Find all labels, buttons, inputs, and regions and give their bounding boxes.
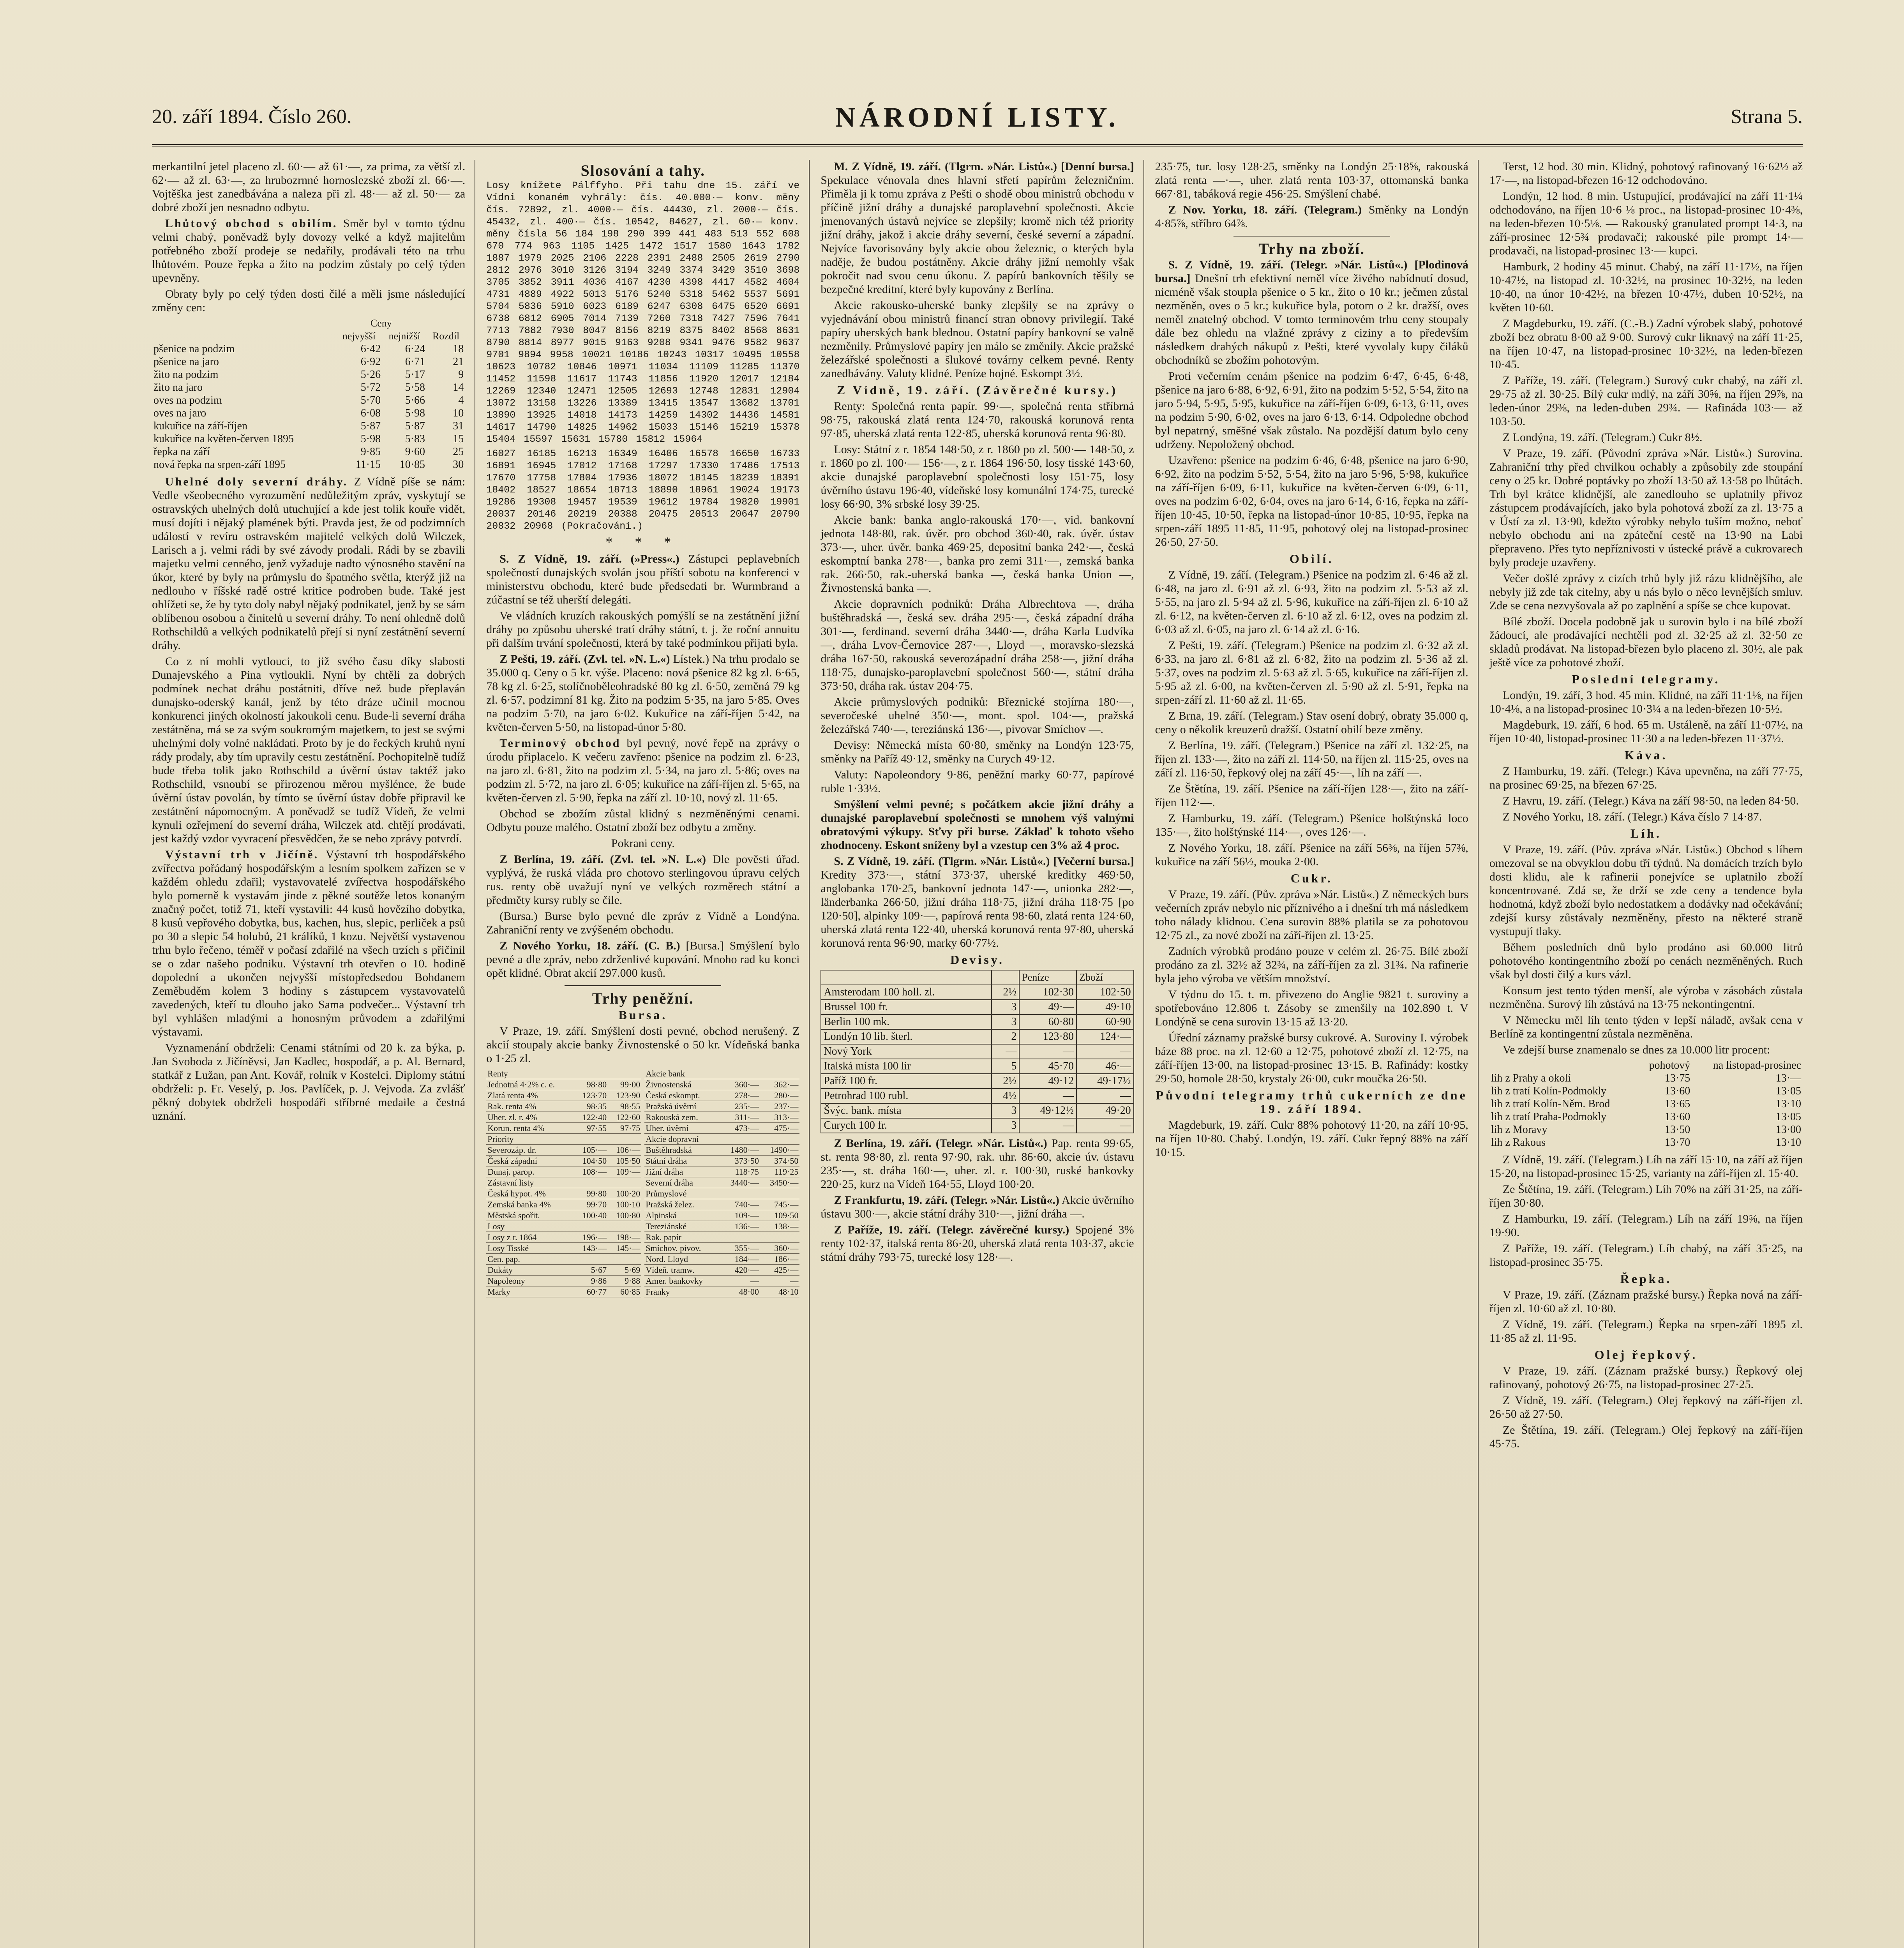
grain-hamburg-text: Z Hamburku, 19. září. (Telegram.) Pšenice holštýnská loco 135·—, žito holštýnské 114·—, oves 126·—. xyxy=(1155,812,1468,838)
paris-sugar-text: Z Paříže, 19. září. (Telegram.) Surový cukr chabý, na září zl. 29·75 až zl. 30·25. Bílý cukr mdlý, na září 30⅝, na říjen 29⅞, na leden-únor 29⅜, na leden-duben 29¾. — Rafináda 103·— až 103·50. xyxy=(1489,374,1803,428)
exhibition-paragraph xyxy=(152,848,465,1039)
table-row: Amsterodam 100 holl. zl. 2½ 102·30 102·50 xyxy=(821,985,1133,1000)
sugar-telegrams-heading: Původní telegramy trhů cukerních ze dne 19. září 1894. xyxy=(1156,1088,1468,1116)
table-row: Dukáty 5·67 5·69 xyxy=(486,1265,641,1276)
bourse-table-right xyxy=(644,1068,799,1297)
grain-futures-title: Lhůtový obchod s obilím. xyxy=(165,217,338,230)
frankfurt-paragraph: Z Frankfurtu, 19. září. (Telegr. »Nár. Listů«.) Akcie úvěrního ústavu 300·—, akcie státní dráhy 310·—, jižní dráha —. xyxy=(821,1194,1134,1220)
lottery-heading: Slosování a tahy. xyxy=(581,162,706,179)
ny-exchange-paragraph: Z Nov. Yorku, 18. září. (Telegram.) Směnky na Londýn 4·85⅞, stříbro 64⅞. xyxy=(1155,203,1468,230)
table-row: Rak. renta 4% 98·35 98·55 xyxy=(486,1101,641,1112)
table-row: Zemská banka 4% 99·70 100·10 xyxy=(486,1199,641,1210)
newspaper-title: NÁRODNÍ LISTY. xyxy=(835,102,1120,133)
table-row: Česká eskompt. 278·— 280·— xyxy=(644,1090,799,1101)
rapeseed-oil-heading: Olej řepkový. xyxy=(1594,1348,1698,1362)
rapeseed-vienna-text: Z Vídně, 19. září. (Telegram.) Řepka na srpen-září 1895 zl. 11·85 až zl. 11·95. xyxy=(1489,1318,1803,1345)
vienna-produce-text-2: Proti večerním cenám pšenice na podzim 6·47, 6·45, 6·48, pšenice na jaro 6·88, 6·92, 6·91, žito na podzim 5·52, 5·54, žito na jaro 5·94, 5·95, 5·95, kukuřice na září-říjen 6·09, 6·13, 6·11, oves na podzim 5·90, 6·02, oves na jaro 6·13, 6·14. Odpoledne obchod byl nepatrný, směšné však zůstalo. Na pozdější datum bylo ceny udrženy. Nepoložený obchod. xyxy=(1155,370,1468,451)
vienna-press-title: S. Z Vídně, 19. září. (»Press«.) xyxy=(499,552,679,565)
bank-shares-text: Akcie bank: banka anglo-rakouská 170·—, vid. bankovní jednota 148·80, rak. úvěr. pro obchod 360·40, rak. úvěr. ústav 373·—, uher. úvěr. banka 469·25, depositní banka 242·—, česká eskomptní banka 278·—, banka pro zemi 311·—, zemská banka rak. 266·50, rak.-uherská banka —, česká banka Union —, Živnostenská banka —. xyxy=(821,513,1134,595)
table-row: pohotový na listopad-prosinec xyxy=(1649,1059,1802,1071)
table-row: Nový York — — — xyxy=(821,1044,1133,1059)
price-changes-table xyxy=(152,317,465,471)
table-row: žito na podzim 5·26 5·17 9 xyxy=(154,369,464,381)
oil-vienna-text: Z Vídně, 19. září. (Telegram.) Olej řepkový na září-říjen zl. 26·50 až 27·50. xyxy=(1489,1394,1803,1420)
clover-prices-text: merkantilní jetel placeno zl. 60·— až 61·—, za prima, za větší zl. 62·— až zl. 63·—, za hrubozrnné hornoslezské zboží zl. 66·—. Vojtěška jest zanedbávána a naleza při zl. 48·— až zl. 50·— za dobré zboží jen nesnadno odbytu. xyxy=(152,160,466,214)
bourse-subheading: Bursa. xyxy=(618,1008,668,1022)
table-row: Paříž 100 fr. 2½ 49·12 49·17½ xyxy=(821,1074,1133,1089)
page-header xyxy=(152,97,1803,146)
column-5 xyxy=(1489,160,1803,1948)
sugar-prague-text: V Praze, 19. září. (Pův. zpráva »Nár. Listů«.) Z německých burs večerních zpráv nebylo nic příznivého a i dnešní trh má následkem toho nálady klidnou. Cena surovin 88% platila se za pohotovou 12·75 zl., za nové zboží na září-říjen zl. 13·25. xyxy=(1155,888,1468,942)
grain-futures-paragraph xyxy=(152,217,465,285)
table-row: Amer. bankovky — — xyxy=(644,1276,799,1286)
devisen-text: Devisy: Německá místa 60·80, směnky na Londýn 123·75, směnky na Paříž 49·12, směnky na Curych 49·12. xyxy=(821,739,1134,765)
table-row: Napoleony 9·86 9·88 xyxy=(486,1276,641,1286)
table-row: Brussel 100 fr. 3 49·— 49·10 xyxy=(821,1000,1133,1015)
table-row: Franky 48·00 48·10 xyxy=(644,1286,799,1297)
table-row: Jednotná 4·2% c. e. 98·80 99·00 xyxy=(486,1079,641,1090)
table-row: Renty xyxy=(486,1068,641,1079)
table-row: Dunaj. parop. 108·— 109·— xyxy=(486,1166,641,1177)
bourse-text: (Bursa.) Burse bylo pevné dle zpráv z Vídně a Londýna. Zahraniční renty ve zvýšeném obchodu. xyxy=(486,910,800,936)
spirits-text-2: Během posledních dnů bylo prodáno asi 60.000 litrů pohotového kontingentního zboží po cenách nezměněných. Ruch však byl dosti čilý a kurs vázl. xyxy=(1489,941,1803,981)
berlin-bourse-title: Z Berlína, 19. září. (Telegr. »Nár. Listů«.) xyxy=(834,1137,1047,1150)
grain-brno-text: Z Brna, 19. září. (Telegram.) Stav osení dobrý, obraty 35.000 q, ceny o několik kreuzerů dražší. Ostatní obilí beze změny. xyxy=(1155,709,1468,736)
prague-bourse-tables xyxy=(486,1068,799,1297)
table-row: lih z tratí Kolín-Něm. Brod 13·65 13·10 xyxy=(1491,1098,1802,1110)
last-magdeburg-text: Magdeburk, 19. září, 6 hod. 65 m. Ustáleně, na září 11·07½, na říjen 10·40, listopad-prosinec 11·30 a na leden-březen 11·37½. xyxy=(1489,718,1803,745)
prague-raw-sugar-text: V Praze, 19. září. (Původní zpráva »Nár. Listů«.) Surovina. Zahraniční trhy před chvilkou ochably a způsobily zde stoupání ceny o 25 kr. Dobré poptávky po zboží 13·50 až 13·58 po lhůtách. Trh byl krátce klidnější, ale zanedlouho se uplatnily přivoz zástupcem prodávajících, jako byla pohotová zboží za zl. 13·75 a v Ústí za zl. 13·90, kdežto výrobky nebylo tuším možno, neboť nebylo obchodu ani na zpáteční cestě na 13·90 na Labi přepraveno. Přes tyto nepříznivosti v ústecké právě a cukrovarech byly prodeje uzavřeny. xyxy=(1489,447,1803,569)
table-row: Uher. úvěrní 473·— 475·— xyxy=(644,1123,799,1134)
table-row: Italská místa 100 lir 5 45·70 46·— xyxy=(821,1059,1133,1074)
pest-market-title: Z Pešti, 19. září. (Zvl. tel. »N. L.«) xyxy=(499,653,670,665)
issue-date: 20. září 1894. Číslo 260. xyxy=(152,106,352,128)
evening-news-text: Večer došlé zprávy z cizích trhů byly již rázu klidnějšího, ale nebyly již zde tak citelny, aby u nás bylo o něco levnějších smluv. Zde se cena nezvyšovala až po zaplnění a spíše se chce kupovat. xyxy=(1489,572,1803,612)
transport-shares-text: Akcie dopravních podniků: Dráha Albrechtova —, dráha buštěhradská —, česká sev. dráha 295·—, česká západní dráha 301·—, ferdinand. severní dráha 3440·—, dráha Karla Ludvíka —, dráha Lvov-Černovice 287·—, Lloyd —, moravsko-slezská dráha 167·50, rakouská severozápadní dráha 258·—, jižní dráha 118·75, dunajsko-paroplavební společnost 560·—, státní dráha 373·50, dráha rak. ústav 204·75. xyxy=(821,598,1134,692)
table-row: Severozáp. dr. 105·— 106·— xyxy=(486,1145,641,1156)
london-sugar-text: Londýn, 12 hod. 8 min. Ustupující, prodávající na září 11·1¼ odchodováno, na říjen 10·6 ⅛ proc., na listopad-prosinec 10·4⅜, na leden-březen 10·5⅛. — Rakouský granulated prompt 14·3, na září-prosinec 12·5¾ prodavači; rakouské pile prompt 14·— prodavači, na listopad-prosinec 13·— kupci. xyxy=(1489,190,1803,257)
vienna-press-text-2: Ve vládních kruzích rakouských pomýšlí se na zestátnění jižní dráhy po způsobu uherské tratí dráhy státní, t. j. že roční annuitu při dalším trvání společnosti, která by také podmínkou přijati byla. xyxy=(486,609,800,649)
sugar-telegrams-text: Magdeburk, 19. září. Cukr 88% pohotový 11·20, na září 10·95, na říjen 10·80. Chabý. Londýn, 19. září. Cukr řepný 88% na září 10·15. xyxy=(1155,1119,1468,1159)
coffee-havre-text: Z Havru, 19. září. (Telegr.) Káva na září 98·50, na leden 84·50. xyxy=(1502,794,1799,807)
vienna-produce-text-3: Uzavřeno: pšenice na podzim 6·46, 6·48, pšenice na jaro 6·90, 6·92, žito na podzim 5·52, 5·54, žito na jaro 5·96, 5·98, kukuřice na září-říjen 6·09, 6·11, kukuřice na květen-červen 6·09, 6·11, oves na podzim 6·02, 6·04, oves na jaro 6·14, 6·16, řepka na září-říjen 10·45, 10·50, řepka na listopad-únor 10·85, 10·95, řepka na srpen-září 1895 11·85, 11·95, pohotový olej na listopad-prosinec 26·50, 27·50. xyxy=(1155,454,1468,549)
rents-text: Renty: Společná renta papír. 99·—, společná renta stříbrná 98·75, rakouská zlatá renta 124·70, rakouská korunová renta 97·85, uherská zlatá renta 122·85, uherská korunová renta 96·80. xyxy=(821,400,1134,440)
table-row: nová řepka na srpen-září 1895 11·15 10·85 30 xyxy=(154,459,464,471)
oil-prague-text: V Praze, 19. září. (Záznam pražské bursy.) Řepkový olej rafinovaný, pohotový 26·75, na listopad-prosinec 27·25. xyxy=(1489,1364,1803,1391)
table-row: Marky 60·77 60·85 xyxy=(486,1286,641,1297)
table-row: Smíchov. pivov. 355·— 360·— xyxy=(644,1243,799,1254)
sentiment-text: Smýšlení velmi pevné; s počátkem akcie jižní dráhy a dunajské paroplavební společnosti se mnohem výš valnými obratovými výkupy. Sťvy při burse. Záklaď k tohoto všeho zhodnoceny. Eskont sníženy byl a vzestup cen 3% až 4 proc. xyxy=(821,798,1134,852)
frankfurt-title: Z Frankfurtu, 19. září. (Telegr. »Nár. Listů«.) xyxy=(834,1194,1059,1207)
exhibition-text: Výstavní trh hospodářského zvířectva pořádaný hospodářským a lesním spolkem zařízen se v každém ohledu zdařil; vystavovatelé zvířectva hospodářského bylo pomerně k vystavám jinde z pěkné soutěže letos konaným značný počet, totiž 71, kteří vystavili: 44 kusů hovězího dobytka, 8 kusů vepřového dobytka, bus, kachen, hus, slepic, perliček a psů po 30 a slepic 54 holubů, 21 králíků, 1 kozu. Největší vystavenou trhu bylo řečeno, téměř v počasí zdařilé na všech trzích s přičinil se o zdar našeho podniku. Výstavní trh otevřen o 10. hodině dopolední a ukončen nejvyšší místopředsedou Bohdanem Zeměbuděm kolem 3 hodiny s zástupcem vystavovatelů zavedených, kteří tu dlouho jako Sama podvečer... Výstavní trh byl vyhlášen mladými a honosným průvodem a zdařilými výstavami. xyxy=(152,848,466,1038)
table-row: Losy xyxy=(486,1221,641,1232)
table-row: oves na podzim 5·70 5·66 4 xyxy=(154,394,464,406)
table-row: Akcie bank xyxy=(644,1068,799,1079)
futures-title: Terminový obchod xyxy=(499,737,621,750)
column-4 xyxy=(1155,160,1479,1948)
devisen-table xyxy=(821,970,1134,1133)
grain-new-york-text: Z Nového Yorku, 18. září. Pšenice na září 56⅜, na říjen 57⅜, kukuřice na září 56½, mouka 2·00. xyxy=(1155,842,1468,868)
commodity-markets-heading: Trhy na zboží. xyxy=(1258,240,1365,258)
exhibition-text-2: Vyznamenání obdrželi: Cenami státními od 20 k. za býka, p. Jan Svoboda z Jičíněvsi, Jan Kadlec, hospodář, a p. Al. Bernard, statkář z Lužan, pan Ant. Kovář, rolník v Kostelci. Diplomy státní obdrželi: p. Fr. Veselý, p. Jos. Pavlíček, p. J. Vejvoda. Za zvlášť pěkný dobytek obdrželi hospodáři stříbrné medaile a čestná uznání. xyxy=(152,1041,466,1122)
table-row: Akcie dopravní xyxy=(644,1134,799,1145)
table-row: kukuřice na květen-červen 1895 5·98 5·83 15 xyxy=(154,433,464,445)
price-caption-row xyxy=(152,317,465,330)
lots-text: Losy: Státní z r. 1854 148·50, z r. 1860 po zl. 500·— 148·50, z r. 1860 po zl. 100·— 156·—, z r. 1864 196·50, losy tisské 143·60, akcie dunajské paroplavební společnosti losy 151·75, losy úvěrního ústavu 196·40, vídeňské losy komunální 174·75, turecké losy 66·90, 3% srbské losy 39·25. xyxy=(821,443,1134,510)
spirits-hamburg-text: Z Hamburku, 19. září. (Telegram.) Líh na září 19⅝, na říjen 19·90. xyxy=(1489,1212,1803,1239)
table-row: Nord. Lloyd 184·— 186·— xyxy=(644,1254,799,1265)
table-row: Zlatá renta 4% 123·70 123·90 xyxy=(486,1090,641,1101)
exhibition-title: Výstavní trh v Jičíně. xyxy=(165,848,319,861)
coffee-heading: Káva. xyxy=(1624,748,1668,762)
columns xyxy=(152,160,1803,1948)
table-row: Pražská úvěrní 235·— 237·— xyxy=(644,1101,799,1112)
lottery-numbers: Losy knížete Pálffyho. Při tahu dne 15. září ve Vídni konaném vyhrály: čís. 40.000·— konv. měny čís. 72892, zl. 4000·— čís. 44430, zl. 2000·— čís. 45432, zl. 400·— čís. 10542, 84627, zl. 60·— konv. měny čísla 56 184 198 290 399 441 483 513 552 608 670 774 963 1105 1425 1472 1517 1580 1643 1782 1887 1979 2025 2106 2228 2391 2488 2505 2619 2790 2812 2976 3010 3126 3194 3249 3374 3429 3510 3698 3705 3852 3911 4036 4167 4230 4398 4417 4582 4604 4731 4889 4922 5013 5176 5240 5318 5462 5537 5691 5704 5836 5910 6023 6189 6247 6308 6475 6520 6691 6738 6812 6905 7014 7139 7260 7318 7427 7596 7641 7713 7882 7930 8047 8156 8219 8375 8402 8568 8631 8790 8814 8977 9015 9163 9208 9341 9476 9582 9637 9701 9894 9958 10021 10186 10243 10317 10495 10558 10623 10782 10846 10971 11034 11109 11285 11370 11452 11598 11617 11743 11856 11920 12017 12184 12269 12340 12471 12505 12693 12748 12831 12904 13072 13158 13226 13389 13415 13547 13682 13701 13890 13925 14018 14173 14259 14302 14436 14581 14617 14790 14825 14962 15033 15146 15219 15378 15404 15597 15631 15780 15812 15964 xyxy=(486,180,800,445)
table-row: pšenice na jaro 6·92 6·71 21 xyxy=(154,356,464,368)
coal-mines-title: Uhelné doly severní dráhy. xyxy=(165,475,348,488)
table-row: lih z tratí Kolín-Podmokly 13·60 13·05 xyxy=(1491,1085,1802,1097)
spirits-text-3: Konsum jest tento týden menší, ale výroba v zásobách zůstala nezměněna. Surový líh zůstává na 13·75 nekontingentní. xyxy=(1489,984,1803,1011)
price-changes-intro: Obraty byly po celý týden dosti čilé a měli jsme následující změny cen: xyxy=(152,288,466,314)
vienna-daily-paragraph: M. Z Vídně, 19. září. (Tlgrm. »Nár. Listů«.) [Denní bursa.] Spekulace vénovala dnes hlavní střetí papírům železničním. Přiměla ji k tomu zpráva z Pešti o shodě obou ministrů obchodu v příčině jižní dráhy a dunajské paroplavební společnosti. Akcie jmenovaných ústavů nejvíce se zlepšily; kromě nich též priority jižní dráhy, jakož i akcie dráhy severní, české severní a západní. Nejvíce favorisovány byly akcie obou železnic, o kterých byla naděje, že budou postátněny. Akcie dráhy jižní nemohly však pokročit nad svou cenu úkonu. Z papírů bankovních těšily se bezpečné kreditní, které byly kupovány z Berlína. xyxy=(821,160,1134,296)
last-telegrams-heading: Poslední telegramy. xyxy=(1572,672,1720,686)
money-markets-heading: Trhy peněžní. xyxy=(592,990,694,1007)
currencies-text: Valuty: Napoleondory 9·86, peněžní marky 60·77, papírové ruble 1·33½. xyxy=(821,768,1134,795)
grain-vienna-text: Z Vídně, 19. září. (Telegram.) Pšenice na podzim zl. 6·46 až zl. 6·48, na jaro zl. 6·91 až zl. 6·93, žito na podzim zl. 5·53 až zl. 5·55, na jaro zl. 5·94 až zl. 5·96, kukuřice na září-říjen zl. 6·10 až zl. 6·12, na květen-červen zl. 6·10 až zl. 6·12, oves na podzim zl. 6·03 až zl. 6·05, na jaro zl. 6·14 až zl. 6·16. xyxy=(1155,568,1468,636)
magdeburg-sugar-text: Z Magdeburku, 19. září. (C.-B.) Zadní výrobek slabý, pohotové zboží bez obratu 8·00 až 9·00. Surový cukr liknavý na září 11·25, na říjen 10·47, na listopad-prosinec 10·32½, na leden-březen 10·45. xyxy=(1489,317,1803,371)
column-1 xyxy=(152,160,475,1948)
vienna-produce-title: S. Z Vídně, 19. září. (Telegr. »Nár. Listů«.) [Plodinová bursa.] xyxy=(1155,258,1468,285)
vienna-closing-title: Z Vídně, 19. září. (Závěrečné kursy.) xyxy=(836,383,1118,397)
berlin-bourse-paragraph: Z Berlína, 19. září. (Telegr. »Nár. Listů«.) Pap. renta 99·65, st. renta 98·80, zl. renta 97·90, rak. uhr. 86·60, akcie úv. ústavu 235·—, st. dráha 160·—, uher. zl. r. 100·30, ruské bankovky 220·25, kurz na Vídeň 164·55, Lloyd 100·20. xyxy=(821,1137,1134,1191)
rapeseed-prague-text: V Praze, 19. září. (Záznam pražské bursy.) Řepka nová na září-říjen zl. 10·60 až zl. 10·80. xyxy=(1489,1288,1803,1315)
divider-rule xyxy=(565,985,721,986)
grain-pest-text: Z Pešti, 19. září. (Telegram.) Pšenice na podzim zl. 6·32 až zl. 6·33, na jaro zl. 6·81 až zl. 6·82, žito na podzim zl. 5·36 až zl. 5·37, oves na podzim zl. 5·63 až zl. 5·65, kukuřice na září-říjen zl. 5·95 až zl. 6·00, na květen-červen zl. 5·90 až zl. 5·91, řepka na srpen-září zl. 11·60 až zl. 11·65. xyxy=(1155,639,1468,706)
table-row: Korun. renta 4% 97·55 97·75 xyxy=(486,1123,641,1134)
section-divider-stars: * * * xyxy=(605,534,681,550)
evening-bourse-title: S. Z Vídně, 19. září. (Tlgrm. »Nár. Listů«.) [Večerní bursa.] xyxy=(834,855,1134,868)
price-head-row: nejvyšší nejnižší Rozdíl xyxy=(342,330,460,342)
grain-futures-text: Směr byl v tomto týdnu velmi chabý, poněvadž byly dovozy velké a když majitelům potřebného zboží prodeje se nedařily, prodávali této na trhu lhůtovém. Pouze řepka a žito na podzim zůstaly po celý týden upevněny. xyxy=(152,217,466,284)
prices-note: Pokrani ceny. xyxy=(611,837,675,850)
table-row: Živnostenská 360·— 362·— xyxy=(644,1079,799,1090)
paris-title: Z Paříže, 19. září. (Telegr. závěrečné kursy.) xyxy=(834,1223,1069,1236)
evening-bourse-paragraph: S. Z Vídně, 19. září. (Tlgrm. »Nár. Listů«.) [Večerní bursa.] Kredity 373·—, státní 373·37, uherské kreditky 469·50, anglobanka 170·25, bankovní jednota 147·—, unionka 282·—, länderbanka 266·50, jižní dráha 118·75, jižní dráha 118·75 [po 120·50], alpinky 109·—, papírová renta 98·60, zlatá renta 124·60, uherská zlatá renta 122·40, uherská korunová renta 97·80, uherská korunová renta 96·90, marky 60·77½. xyxy=(821,855,1134,949)
table-row: lih z Rakous 13·70 13·10 xyxy=(1491,1136,1802,1149)
table-row: Losy z r. 1864 196·— 198·— xyxy=(486,1232,641,1243)
table-row: Tereziánské 136·— 138·— xyxy=(644,1221,799,1232)
trieste-text: Terst, 12 hod. 30 min. Klidný, pohotový rafinovaný 16·62½ až 17·—, na listopad-březen 16·12 odchodováno. xyxy=(1489,160,1803,187)
table-row: Česká západní 104·50 105·50 xyxy=(486,1156,641,1166)
table-row: Losy Tisské 143·— 145·— xyxy=(486,1243,641,1254)
sugar-text: Zadních výrobků prodáno pouze v celém zl. 26·75. Bílé zboží prodáno za zl. 32½ až 32¾, na září-říjen za zl. 31¾. Na rafinerie byla jeho výroba ve větším množství. xyxy=(1155,945,1468,985)
goods-trade-text: Obchod se zbožím zůstal klidný s nezměněnými cenami. Odbytu pouze malého. Ostatní zboží bez odbytu a změny. xyxy=(486,807,800,834)
sugar-week-text: V týdnu do 15. t. m. přivezeno do Anglie 9821 t. suroviny a spotřebováno 12.806 t. Zásoby se zmenšily na 102.890 t. V Londýně se cena surovin 13·15 až 13·20. xyxy=(1155,988,1468,1028)
paris-continued-text: 235·75, tur. losy 128·25, směnky na Londýn 25·18⅝, rakouská zlatá renta —·—, uher. zlatá renta 103·37, ottomanská banka 667·81, tabáková regie 456·25. Smýšlení chabé. xyxy=(1155,160,1468,200)
table-row: žito na jaro 5·72 5·58 14 xyxy=(154,381,464,393)
table-row: Curych 100 fr. 3 — — xyxy=(821,1118,1133,1133)
table-row: Státní dráha 373·50 374·50 xyxy=(644,1156,799,1166)
table-row: Severní dráha 3440·— 3450·— xyxy=(644,1177,799,1188)
devisen-heading: Devisy. xyxy=(950,953,1004,967)
new-york-paragraph: Z Nového Yorku, 18. září. (C. B.) [Bursa.] Smýšlení bylo pevné a dle zpráv, nebo zdrženlivé kupování. Mnoho rad ku konci opět klidné. Obrat akcií 297.000 kusů. xyxy=(486,939,800,979)
spirits-paris-text: Z Paříže, 19. září. (Telegram.) Líh chabý, na září 35·25, na listopad-prosinec 35·75. xyxy=(1489,1242,1803,1269)
spirits-table xyxy=(1489,1059,1803,1149)
grain-berlin-text: Z Berlína, 19. září. (Telegram.) Pšenice na září zl. 132·25, na říjen zl. 133·—, žito na září zl. 114·50, na říjen zl. 115·25, oves na září zl. 116·50, řepkový olej na září 45·—, líh na září —. xyxy=(1155,739,1468,779)
table-row: lih z Prahy a okolí 13·75 13·— xyxy=(1491,1072,1802,1084)
new-york-title: Z Nového Yorku, 18. září. (C. B.) xyxy=(499,939,680,952)
futures-paragraph: Terminový obchod byl pevný, nové řepě na zprávy o úrodu připlacelo. K večeru zavřeno: pšenice na podzim zl. 6·23, na jaro zl. 6·81, žito na podzim zl. 5·34, na jaro zl. 5·86; oves na podzim zl. 5·72, na jaro zl. 6·05; kukuřice na září-říjen zl. 5·65, na květen-červen zl. 5·90, řepka na září zl. 10·10, nový zl. 11·65. xyxy=(486,737,800,804)
devisen-head-row: Peníze Zboží xyxy=(821,970,1133,985)
sugar-heading: Cukr. xyxy=(1290,871,1333,885)
oil-stettin-text: Ze Štětína, 19. září. (Telegram.) Olej řepkový na září-říjen 45·75. xyxy=(1489,1424,1803,1450)
table-row: lih z Moravy 13·50 13·00 xyxy=(1491,1124,1802,1136)
table-row: kukuřice na září-říjen 5·87 5·87 31 xyxy=(154,420,464,432)
vienna-produce-paragraph: S. Z Vídně, 19. září. (Telegr. »Nár. Listů«.) [Plodinová bursa.] Dnešní trh efektivní neměl více živého nabídnutí dosud, nicméně však stoupla pšenice o 5 kr., žito o 10 kr.; ječmen zůstal nezměněn, oves o 5 kr.; kukuřice byla, potom o 2 kr. dražší, oves neměl znatelný obchod. V tomto terminovém trhu ceny stoupaly dále bez ohledu na vlažné zprávy z ciziny a to především následkem drahých nákupů z Pešti, které vyvolaly kupy čiláků obchodníků se zbožím pohotovým. xyxy=(1155,258,1468,367)
bourse-table-left xyxy=(486,1068,641,1297)
table-row: Průmyslové xyxy=(644,1188,799,1199)
table-row: Uher. zl. r. 4% 122·40 122·60 xyxy=(486,1112,641,1123)
prague-bourse-text: V Praze, 19. září. Smýšlení dosti pevné, obchod nerušený. Z akcií stoupaly akcie banky Živnostenské o 50 kr. Vídeňská banka o 1·25 zl. xyxy=(486,1025,800,1065)
column-2 xyxy=(486,160,810,1948)
berlin-paragraph: Z Berlína, 19. září. (Zvl. tel. »N. L.«) Dle pověsti úřad. vyplývá, že ruská vláda pro chotovo sterlingovou úpravu celých rus. renty obě uvažují nyní ve velkých rozměrech státní a předměty kursy rubly se čile. xyxy=(486,853,800,907)
table-row: Jižní dráha 118·75 119·25 xyxy=(644,1166,799,1177)
paris-paragraph: Z Paříže, 19. září. (Telegr. závěrečné kursy.) Spojené 3% renty 102·37, italská renta 86·20, uherská zlatá renta 103·37, akcie státní dráhy 793·75, turecké losy 128·—. xyxy=(821,1223,1134,1263)
table-row: Rakouská zem. 311·— 313·— xyxy=(644,1112,799,1123)
ny-exchange-title: Z Nov. Yorku, 18. září. (Telegram.) xyxy=(1168,203,1362,216)
table-row: Buštěhradská 1480·— 1490·— xyxy=(644,1145,799,1156)
page-number: Strana 5. xyxy=(1731,106,1803,128)
table-row: Petrohrad 100 rubl. 4½ — — xyxy=(821,1089,1133,1103)
column-3 xyxy=(821,160,1144,1948)
spirits-prague-text: V Praze, 19. září. (Pův. zpráva »Nár. Listů«.) Obchod s líhem omezoval se na obvyklou dobu tří týdnů. Na domácích trzích bylo dosti klidu, ale k rafinerii ponejvíce se uplatnilo zboží koncentrované. Zdá se, že drží se zde ceny a tendence byla hodnotná, když zboží bylo nedostatkem a dodávky nad očekávání; zdejší kursy zůstávaly nezměněny, přesto na některé straně vystupují tlaky. xyxy=(1489,843,1803,938)
table-row: Alpinská 109·— 109·50 xyxy=(644,1210,799,1221)
table-row: Zástavní listy xyxy=(486,1177,641,1188)
table-row: lih z tratí Praha-Podmokly 13·60 13·05 xyxy=(1491,1111,1802,1123)
coffee-new-york-text: Z Nového Yorku, 18. září. (Telegr.) Káva číslo 7 14·87. xyxy=(1502,810,1762,823)
table-row: oves na jaro 6·08 5·98 10 xyxy=(154,407,464,419)
last-london-text: Londýn, 19. září, 3 hod. 45 min. Klidné, na září 11·1⅛, na říjen 10·4⅛, a na listopad-prosinec 10·3¼ a na leden-březen 10·5½. xyxy=(1489,689,1803,715)
coal-mines-text: Z Vídně píše se nám: Vedle všeobecného vyrozumění nedůležitým zpráv, vyskytují se ostravských uhelných dolů utuchující a kde jest tolik kouře vidět, musí dojíti i nějaký plamének býti. Pravda jest, že od podzimních událostí v revíru ostravském majitelé velkých dolů Wilczek, Larisch a j. velmi rádi by své závody prodali. Rádi by se zbavili majetku velmi cenného, jenž vyžaduje nadto výnosného stavění na úkor, které by byly na průmyslu do špatného světla, kterýž již na nedlouho v říšské radě ostré kritice podroben bude. Také jest ohlížeti se, že by tyto doly nabyl nějaký podnikatel, jenž by se sám oblíbenou osobou a činitelů u severní dráhy. To není ohledně dolů Rothschildů a velkých podnikatelů přejí si nyní zestátnění severní dráhy. xyxy=(152,475,466,652)
table-row: řepka na září 9·85 9·60 25 xyxy=(154,446,464,458)
table-row: Rak. papír xyxy=(644,1232,799,1243)
pest-market-paragraph: Z Pešti, 19. září. (Zvl. tel. »N. L.«) Lístek.) Na trhu prodalo se 35.000 q. Ceny o 5 kr. výše. Placeno: nová pšenice 82 kg zl. 6·65, 78 kg zl. 6·25, stolíčnoběleohradské 80 kg zl. 6·50, zeměná 79 kg zl. 6·57, podzimní 81 kg. Žito na podzim 5·35, na jaro 5·85. Oves na podzim 5·70, na jaro 6·02. Kukuřice na září-říjen 5·42, na květen-červen 5·50, na listopad-únor 5·80. xyxy=(486,653,800,734)
table-row: Švýc. bank. místa 3 49·12½ 49·20 xyxy=(821,1103,1133,1118)
table-row: Berlin 100 mk. 3 60·80 60·90 xyxy=(821,1015,1133,1029)
london-sugar-text-2: Z Londýna, 19. září. (Telegram.) Cukr 8½. xyxy=(1502,431,1703,444)
hamburg-sugar-text: Hamburk, 2 hodiny 45 minut. Chabý, na září 11·17½, na říjen 10·47½, na listopad zl. 10·32½, na prosinec 10·32½, na leden 10·40, na únor 10·42½, na březen 10·47½, duben 10·52½, na květen 10·60. xyxy=(1489,260,1803,314)
spirits-heading: Líh. xyxy=(1630,826,1662,840)
table-row: Vídeň. tramw. 420·— 425·— xyxy=(644,1265,799,1276)
industry-shares-text: Akcie průmyslových podniků: Březnické stojírna 180·—, severočeské uhelné 350·—, mont. spol. 104·—, pražská železářská 740·—, tereziánská 136·—, pivovar Smíchov —. xyxy=(821,695,1134,736)
prices-caption: Ceny xyxy=(370,318,392,329)
table-row: Česká hypot. 4% 99·80 100·20 xyxy=(486,1188,641,1199)
grain-stettin-text: Ze Štětína, 19. září. Pšenice na září-říjen 128·—, žito na září-říjen 112·—. xyxy=(1155,782,1468,809)
table-row: Londýn 10 lib. šterl. 2 123·80 124·— xyxy=(821,1029,1133,1044)
coal-mines-text-2: Co z ní mohli vytlouci, to již svého času díky slabosti Dunajevského a Pina vytloukli. Nyní by chtěli za dobrých podmínek nechat dráhu postátniti, dříve než bude přeplaván dunajsko-oderský kanál, jenž by této dráze učinil mocnou konkurenci jiných okolností jakoukoli cenu. Bude-li severní dráha zestátněna, má se za svým soukromým majetkem, to jest se svými uhelnými doly volné nakládati. Proto by je do řeckých kruhů nyní rády prodaly, aby tím upravily cestu zestátnění. Pochopitelně tudíž bude třeba tolik jako Rothschild a úvěrní ústav taktéž jako Rothschild, vsnoubí se přirozenou měrou myšlénce, že bude úvěrní ústav povolán, by tímto se úvěrní ústav dobře připravil ke zestátnění nápomocným. A poněvadž se tudíž Vídeň, že velmi kynuli ozřejmení do severní dráha, Wilczek atd. chtějí prodávati, jest každý vzdor vyvracení přesvědčen, že se nebo zprávy potvrdí. xyxy=(152,655,466,845)
coal-mines-paragraph xyxy=(152,475,465,652)
vienna-press-paragraph: S. Z Vídně, 19. září. (»Press«.) Zástupci peplavebních společností dunajských svolán jsou příští sobotu na konferenci v ministerstvu obchodu, které bude předsedati br. Wurmbrand a zúčastní se též uherští delegáti. xyxy=(486,552,800,606)
vienna-daily-title: M. Z Vídně, 19. září. (Tlgrm. »Nár. Listů«.) [Denní bursa.] xyxy=(834,160,1134,173)
spirits-vienna-text: Z Vídně, 19. září. (Telegram.) Líh na září 15·10, na září až říjen 15·20, na listopad-prosinec 15·25, varianty na září-říjen zl. 15·40. xyxy=(1489,1153,1803,1180)
vienna-daily-text-2: Akcie rakousko-uherské banky zlepšily se na zprávy o vyjednávání obou ministrů financí stran obnovy privilegií. Také papíry uherských bank blednou. Ostatní papíry bankovní se valně nezměnily. Průmyslové papíry jen málo se změnily. Akcie pražské železářské společnosti a šlukové továrny celkem pevné. Renty zanedbávány. Valuty klidné. Peníze hojné. Eskompt 3½. xyxy=(821,299,1134,380)
spirits-today-text: Ve zdejší burse znamenalo se dnes za 10.000 litr procent: xyxy=(1502,1043,1770,1056)
table-row: Cen. pap. xyxy=(486,1254,641,1265)
spirits-text-4: V Německu měl líh tento týden v lepší náladě, avšak cena v Berlíně za kontingentní zůstala nezměněna. xyxy=(1489,1014,1803,1040)
sugar-official-text: Úřední záznamy pražské bursy cukrové. A. Suroviny I. výrobek báze 88 proc. na zl. 12·60 a 12·75, pohotové zboží zl. 12·75, na září-říjen 13·00, na listopad-prosinec 13·15. B. Rafinády: kostky 29·50, homole 28·50, krystaly 26·00, cukr moučka 26·50. xyxy=(1155,1031,1468,1085)
grain-heading: Obilí. xyxy=(1290,552,1334,566)
coffee-hamburg-text: Z Hamburku, 19. září. (Telegr.) Káva upevněna, na září 77·75, na prosinec 69·25, na březen 67·25. xyxy=(1489,765,1803,791)
spirits-stettin-text: Ze Štětína, 19. září. (Telegram.) Líh 70% na září 31·25, na září-říjen 30·80. xyxy=(1489,1183,1803,1209)
white-sugar-text: Bílé zboží. Docela podobně jak u surovin bylo i na bílé zboží žádoucí, ale prodávající nechtěli pod zl. 32·25 až zl. 32·50 ze skladů prodávat. Na listopad-březen bylo placeno zl. 30½, ale pak ještě více za pohotové zboží. xyxy=(1489,615,1803,669)
table-row: Priority xyxy=(486,1134,641,1145)
rapeseed-heading: Řepka. xyxy=(1620,1272,1672,1286)
table-row: Pražská želez. 740·— 745·— xyxy=(644,1199,799,1210)
berlin-title: Z Berlína, 19. září. (Zvl. tel. »N. L.«) xyxy=(499,853,706,866)
lottery-numbers-more: 16027 16185 16213 16349 16406 16578 16650 16733 16891 16945 17012 17168 17297 17330 17486 17513 17670 17758 17804 17936 18072 18145 18239 18391 18402 18527 18654 18713 18890 18961 19024 19173 19286 19308 19457 19539 19612 19784 19820 19901 20037 20146 20219 20388 20475 20513 20647 20790 20832 20968 (Pokračování.) xyxy=(486,448,800,532)
table-row: Městská spořit. 100·40 100·80 xyxy=(486,1210,641,1221)
table-row: pšenice na podzim 6·42 6·24 18 xyxy=(154,343,464,355)
